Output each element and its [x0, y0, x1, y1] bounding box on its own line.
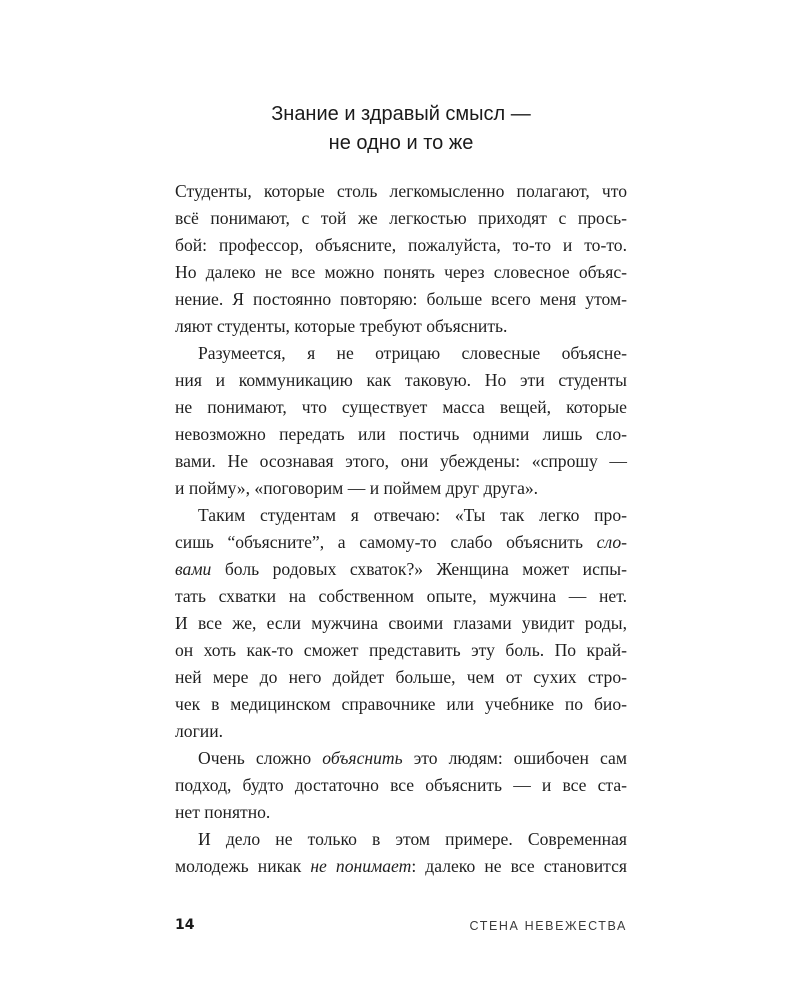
text-line: И дело не только в этом примере. Современная: [198, 829, 627, 849]
text-line: всё понимают, с той же легкостью приходят с прось-: [175, 208, 627, 228]
text-line: Но далеко не все можно понять через словесное объяс-: [175, 262, 627, 282]
text-line: чек в медицинском справочнике или учебнике по био-: [175, 694, 627, 714]
text-span: боль родовых схваток?» Женщина может испы-: [211, 559, 627, 579]
text-span: сишь “объясните”, а самому-то слабо объяснить: [175, 532, 597, 552]
page-number: 14: [175, 917, 195, 933]
italic-word: вами: [175, 559, 212, 579]
italic-word: не понимает: [310, 856, 412, 876]
text-line: нение. Я постоянно повторяю: больше всего меня утом-: [175, 289, 627, 309]
text-line: не понимают, что существует масса вещей, которые: [175, 397, 627, 417]
text-line: [175, 745, 627, 772]
body-text: [175, 178, 627, 880]
text-line: логии.: [175, 721, 224, 741]
text-line: ляют студенты, которые требуют объяснить.: [175, 316, 508, 336]
chapter-heading-line-2: не одно и то же: [328, 132, 474, 154]
text-line: он хоть как-то сможет представить эту боль. По край-: [175, 640, 627, 660]
running-head: СТЕНА НЕВЕЖЕСТВА: [469, 919, 627, 933]
text-line: тать схватки на собственном опыте, мужчина — нет.: [175, 586, 627, 606]
text-line: нет понятно.: [175, 802, 271, 822]
chapter-heading-line-1: Знание и здравый смысл —: [271, 103, 531, 125]
italic-word: объяснить: [322, 748, 403, 768]
text-line: ния и коммуникацию как таковую. Но эти студенты: [175, 370, 627, 390]
text-line: Студенты, которые столь легкомысленно полагают, что: [175, 181, 627, 201]
text-line: бой: профессор, объясните, пожалуйста, то-то и то-то.: [175, 235, 627, 255]
text-line: вами. Не осознавая этого, они убеждены: «спрошу —: [175, 451, 627, 471]
italic-word: сло-: [596, 532, 627, 552]
text-span: : далеко не все становится: [411, 856, 627, 876]
text-line: [175, 853, 627, 880]
text-span: это людям: ошибочен сам: [402, 748, 627, 768]
text-line: и пойму», «поговорим — и поймем друг друга».: [175, 478, 539, 498]
text-span: Очень сложно: [198, 748, 323, 768]
text-line: подход, будто достаточно все объяснить — и все ста-: [175, 775, 627, 795]
text-line: [175, 529, 627, 556]
text-line: Разумеется, я не отрицаю словесные объяснe-: [198, 343, 627, 363]
text-line: ней мере до него дойдет больше, чем от сухих стро-: [175, 667, 627, 687]
text-span: молодежь никак: [175, 856, 311, 876]
text-line: [175, 556, 627, 583]
chapter-heading: [175, 100, 627, 158]
text-line: И все же, если мужчина своими глазами увидит роды,: [175, 613, 627, 633]
text-line: невозможно передать или постичь одними лишь сло-: [175, 424, 627, 444]
text-line: Таким студентам я отвечаю: «Ты так легко про-: [198, 505, 627, 525]
